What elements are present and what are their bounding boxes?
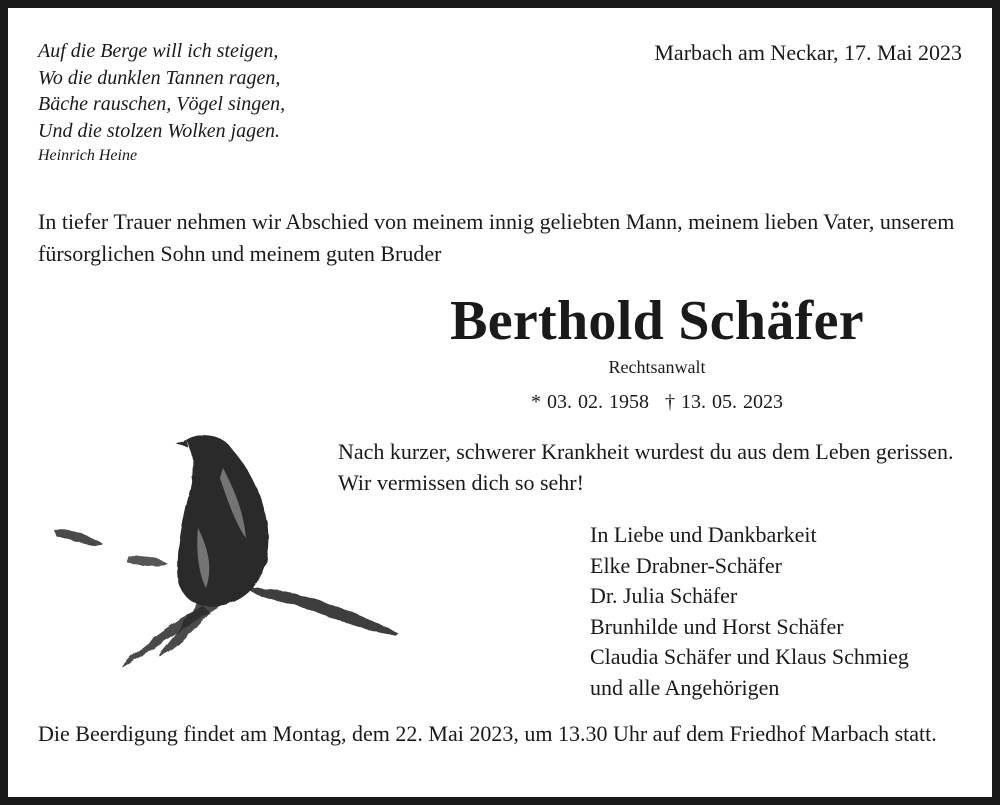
- deceased-name: Berthold Schäfer: [450, 290, 864, 352]
- signer-line: Brunhilde und Horst Schäfer: [590, 613, 844, 639]
- message-text: Nach kurzer, schwerer Krankheit wurdest du aus dem Leben gerissen. Wir vermissen dich so sehr!: [338, 439, 954, 495]
- poem-line: Bäche rauschen, Vögel singen,: [38, 93, 286, 115]
- signer-line: Dr. Julia Schäfer: [590, 583, 738, 608]
- poem-line: Und die stolzen Wolken jagen.: [38, 119, 281, 142]
- place-date: Marbach am Neckar, 17. Mai 2023: [654, 40, 962, 65]
- life-dates: [8, 391, 1000, 414]
- signers-list: [590, 520, 909, 703]
- birth-date: * 03. 02. 1958: [531, 391, 649, 413]
- poem-line: Auf die Berge will ich steigen,: [38, 40, 279, 62]
- funeral-notice: Die Beerdigung findet am Montag, dem 22. Mai 2023, um 13.30 Uhr auf dem Friedhof Marbach statt.: [38, 721, 937, 746]
- poem-author: Heinrich Heine: [38, 147, 138, 164]
- intro-text: In tiefer Trauer nehmen wir Abschied von meinem innig geliebten Mann, meinem lieben Vater, unserem fürsorglichen Sohn und meinem guten Bruder: [38, 209, 955, 266]
- deceased-profession: Rechtsanwalt: [608, 357, 706, 377]
- signer-line: In Liebe und Dankbarkeit: [590, 522, 817, 547]
- signer-line: Claudia Schäfer und Klaus Schmieg: [590, 644, 909, 669]
- poem: [38, 38, 285, 167]
- death-date: † 13. 05. 2023: [665, 391, 783, 413]
- poem-line: Wo die dunklen Tannen ragen,: [38, 66, 281, 89]
- signer-line: und alle Angehörigen: [590, 674, 780, 700]
- signer-line: Elke Drabner-Schäfer: [590, 552, 782, 578]
